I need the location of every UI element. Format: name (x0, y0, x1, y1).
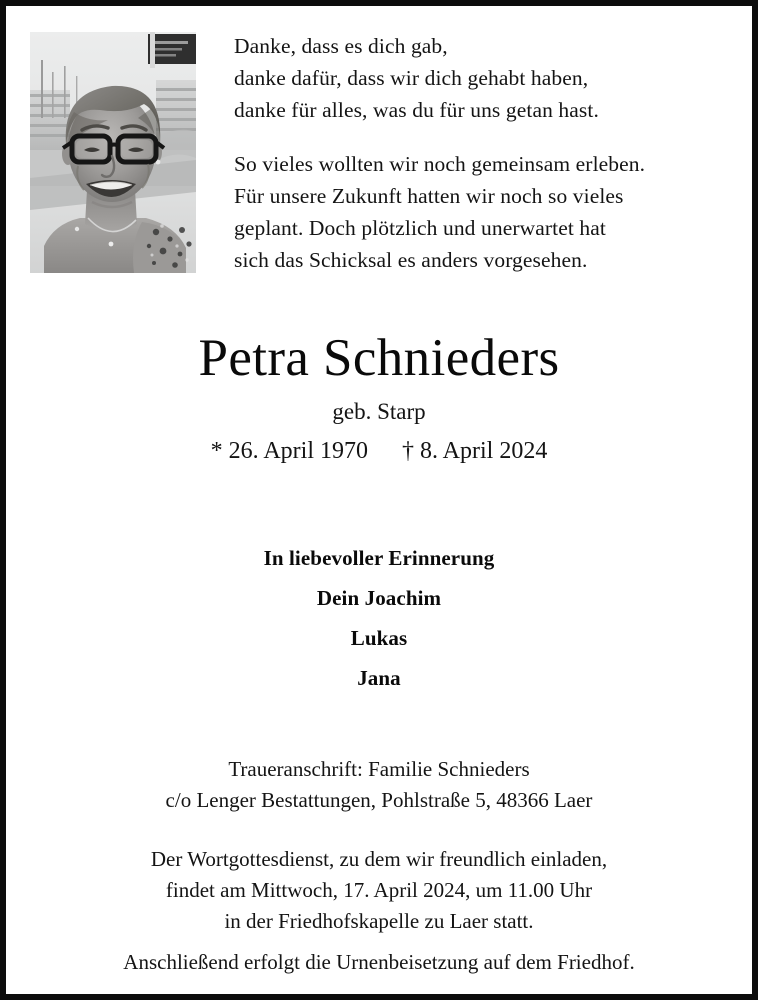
service-line: Der Wortgottesdienst, zu dem wir freundlich einladen, (150, 847, 608, 871)
service-line: in der Friedhofskapelle zu Laer statt. (224, 909, 534, 933)
birth-date: 26. April 1970 (228, 438, 368, 464)
deceased-maiden-name: geb. Starp (332, 399, 426, 424)
service-closing-line: Anschließend erfolgt die Urnenbeisetzung auf dem Friedhof. (123, 950, 635, 974)
service-details-block (6, 844, 752, 978)
memorial-verse (234, 30, 730, 276)
mourner-name: Jana (357, 666, 401, 690)
mourner-name: Dein Joachim (316, 586, 442, 610)
verse-line: So vieles wollten wir noch gemeinsam erleben. (234, 152, 646, 176)
portrait-photo (30, 32, 196, 273)
verse-line: sich das Schicksal es anders vorgesehen. (234, 248, 588, 272)
verse-line: geplant. Doch plötzlich und unerwartet hat (234, 216, 606, 240)
mourning-address-block (6, 754, 752, 816)
death-symbol: † (402, 438, 414, 464)
verse-line: Für unsere Zukunft hatten wir noch so vieles (234, 184, 624, 208)
notice-inner (6, 6, 752, 994)
mourner-name: Lukas (350, 626, 408, 650)
verse-line: Danke, dass es dich gab, (234, 34, 448, 58)
address-line: c/o Lenger Bestattungen, Pohlstraße 5, 48366 Laer (165, 788, 593, 812)
memorial-heading: In liebevoller Erinnerung (263, 546, 495, 570)
deceased-full-name: Petra Schnieders (198, 329, 560, 387)
birth-symbol: * (210, 438, 223, 464)
verse-line: danke für alles, was du für uns getan hast. (234, 98, 599, 122)
memorial-block (6, 538, 752, 698)
death-date: 8. April 2024 (420, 438, 548, 464)
address-line: Traueranschrift: Familie Schnieders (228, 757, 530, 781)
deceased-name-block (6, 328, 752, 466)
verse-line: danke dafür, dass wir dich gehabt haben, (234, 66, 589, 90)
life-dates (6, 436, 752, 466)
header-block (30, 32, 730, 282)
service-line: findet am Mittwoch, 17. April 2024, um 11.00 Uhr (165, 878, 593, 902)
